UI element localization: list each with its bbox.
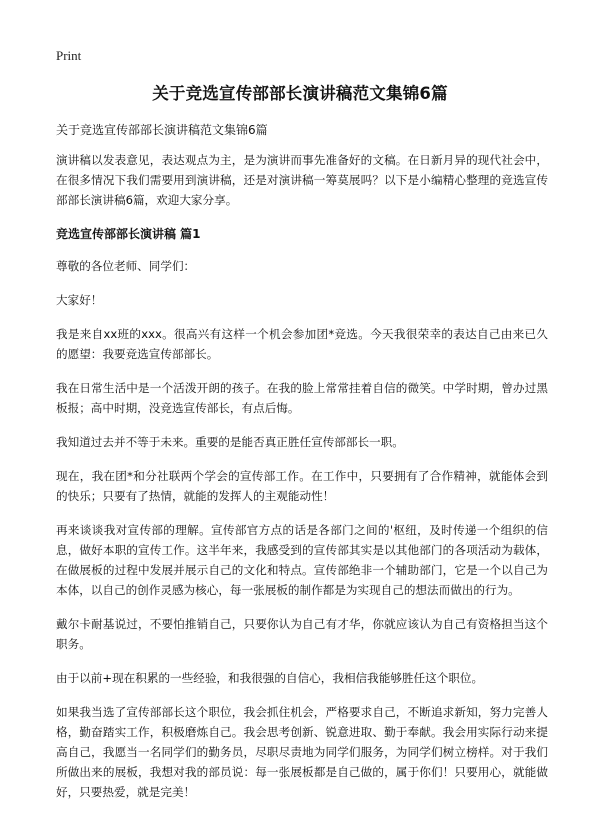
paragraph: 我在日常生活中是一个活泼开朗的孩子。在我的脸上常常挂着自信的微笑。中学时期，曾办过黑板报；高中时期，没竞选宣传部长，有点后悔。 [56, 381, 548, 415]
print-link[interactable]: Print [56, 48, 82, 63]
document-subtitle: 关于竞选宣传部部长演讲稿范文集锦6篇 [56, 123, 268, 137]
paragraph: 现在，我在团*和分社联两个学会的宣传部工作。在工作中，只要拥有了合作精神，就能体会到的快乐；只要有了热情，就能的发挥人的主观能动性！ [56, 469, 548, 503]
paragraph: 尊敬的各位老师、同学们： [56, 259, 196, 273]
paragraph: 大家好！ [56, 293, 103, 307]
paragraph: 再来谈谈我对宣传部的理解。宣传部官方点的话是各部门之间的'枢纽，及时传递一个组织的信息，做好本职的宣传工作。这半年来，我感受到的宣传部其实是以其他部门的各项活动为载体，在做展板的过程中发展并展示自己的文化和特点。宣传部绝非一个辅助部门，它是一个以自己为本体，以自己的创作灵感为核心，每一张展板的制作都是为实现自己的想法而做出的行为。 [56, 523, 548, 597]
paragraph: 如果我当选了宣传部部长这个职位，我会抓住机会，严格要求自己，不断追求新知，努力完善人格，勤奋踏实工作，积极磨炼自己。我会思考创新、锐意进取、勤于奉献。我会用实际行动来提高自己，我愿当一名同学们的勤务员，尽职尽责地为同学们服务，为同学们树立榜样。对于我们所做出来的展板，我想对我的部员说：每一张展板都是自己做的，属于你们！只要用心，就能做好，只要热爱，就是完美！ [56, 705, 548, 799]
paragraph: 由于以前+现在积累的一些经验，和我很强的自信心，我相信我能够胜任这个职位。 [56, 671, 484, 685]
paragraph: 我知道过去并不等于未来。重要的是能否真正胜任宣传部部长一职。 [56, 435, 404, 449]
paragraph: 戴尔卡耐基说过，不要怕推销自己，只要你认为自己有才华，你就应该认为自己有资格担当这个职务。 [56, 617, 548, 651]
section-heading: 竞选宣传部部长演讲稿 篇1 [56, 227, 201, 241]
intro-paragraph: 演讲稿以发表意见，表达观点为主，是为演讲而事先准备好的文稿。在日新月异的现代社会中，在很多情况下我们需要用到演讲稿，还是对演讲稿一筹莫展吗？以下是小编精心整理的竞选宣传部部长演讲稿6篇，欢迎大家分享。 [56, 153, 548, 207]
article-body [56, 150, 548, 816]
paragraph: 我是来自xx班的xxx。很高兴有这样一个机会参加团*竞选。今天我很荣幸的表达自己由来已久的愿望：我要竞选宣传部部长。 [56, 327, 548, 361]
page-title: 关于竞选宣传部部长演讲稿范文集锦6篇 [152, 84, 448, 103]
